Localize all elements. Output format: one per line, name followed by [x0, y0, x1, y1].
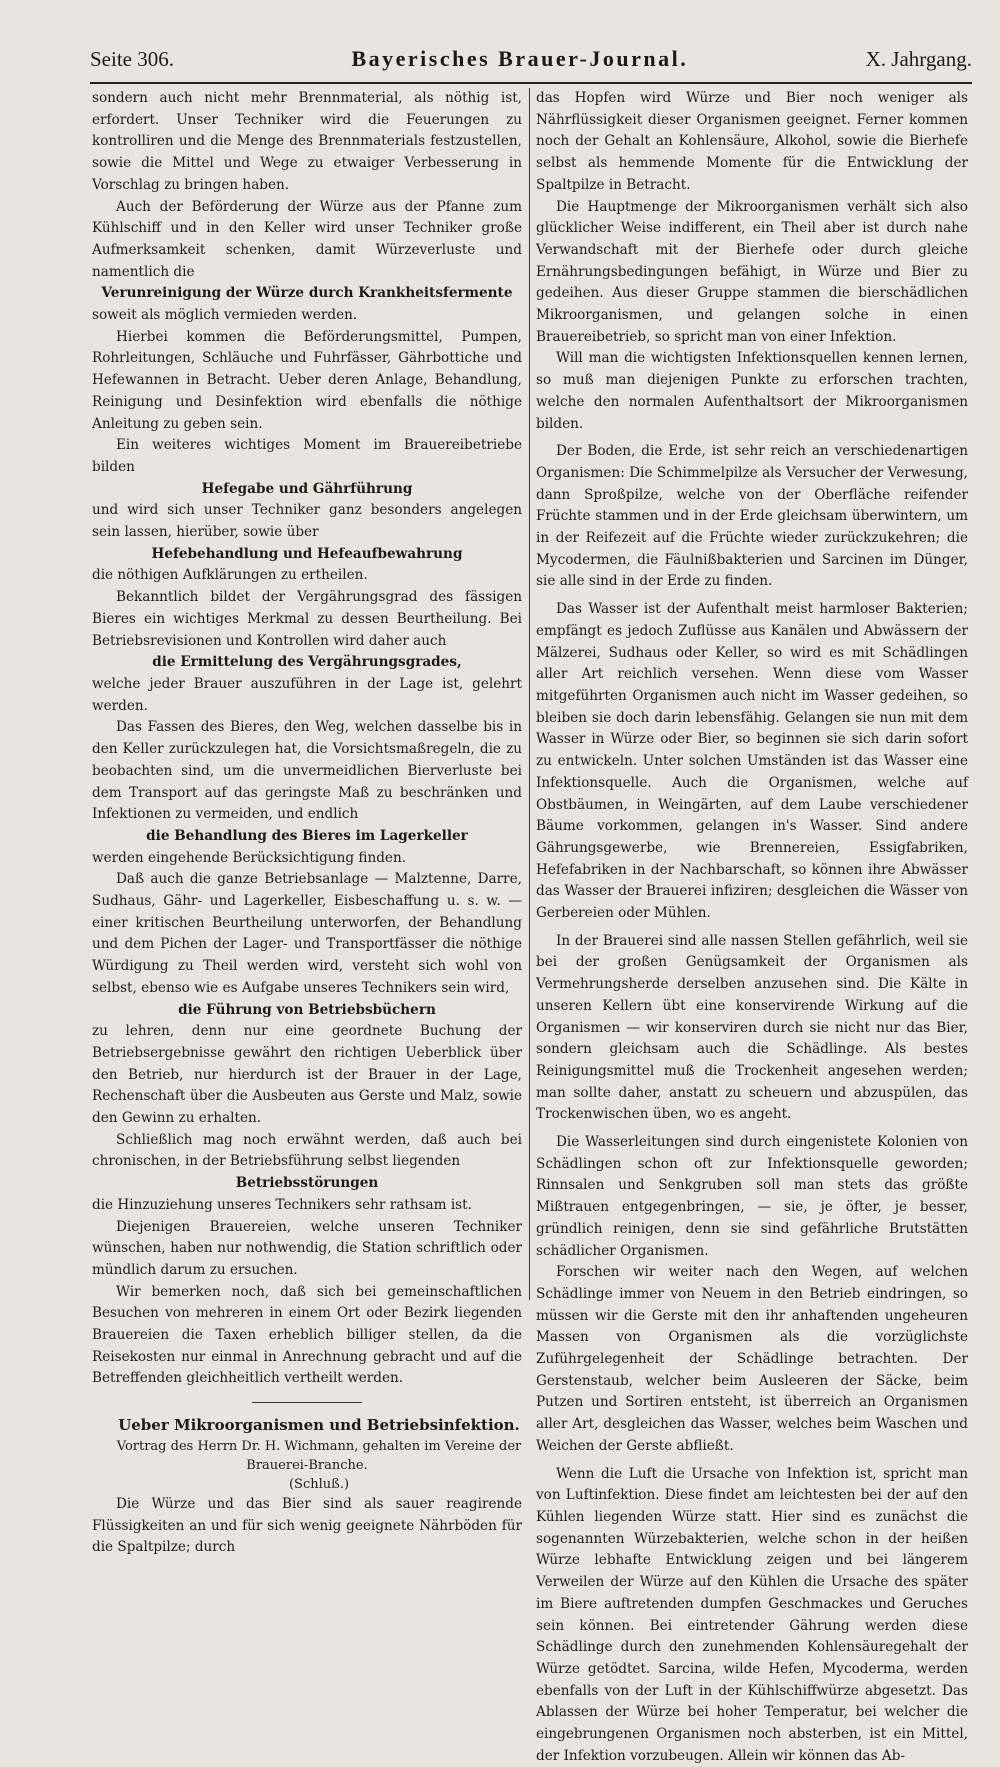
header-rule	[90, 82, 972, 84]
paragraph: welche jeder Brauer auszuführen in der Lage ist, gelehrt werden.	[92, 675, 522, 714]
paragraph: Forschen wir weiter nach den Wegen, auf welchen Schädlinge immer von Neuem in den Betrieb eindringen, so müssen wir die Gerste mit den ihr anhaftenden ungeheuren Massen von Organismen als die vorzüglichste Zuführgelegenheit der Schädlinge betrachten. Der Gerstenstaub, welcher beim Ausleeren der Säcke, beim Putzen und Sortiren entsteht, ist überreich an Organismen aller Art, desgleichen das Wasser, welches beim Waschen und Weichen der Gerste abfließt.	[536, 1264, 968, 1454]
paragraph: Das Wasser ist der Aufenthalt meist harmloser Bakterien; empfängt es jedoch Zuflüsse aus Kanälen und Abwässern der Mälzerei, Sudhaus oder Keller, so wird es mit Schädlingen aller Art reichlich versehen. Wenn diese vom Wasser mitgeführten Organismen auch nicht im Wasser gedeihen, so bleiben sie doch darin lebensfähig. Gelangen sie nun mit dem Wasser in Würze oder Bier, so beginnen sie sich darin sofort zu entwickeln. Unter solchen Umständen ist das Wasser eine Infektionsquelle. Auch die Organismen, welche auf Obstbäumen, in Weingärten, auf dem Laube verschiedener Bäume vorkommen, gelangen in's Wasser. Sind andere Gährungsgewerbe, wie Brennereien, Essigfabriken, Hefefabriken in der Nachbarschaft, so können ihre Abwässer das Wasser der Brauerei infiziren; desgleichen die Wässer von Gerbereien oder Mühlen.	[536, 601, 968, 922]
paragraph: soweit als möglich vermieden werden.	[92, 307, 358, 324]
paragraph: die nöthigen Aufklärungen zu ertheilen.	[92, 567, 368, 584]
right-column	[536, 88, 968, 1764]
left-column	[92, 88, 522, 1556]
paragraph: Will man die wichtigsten Infektionsquellen kennen lernen, so muß man diejenigen Punkte zu erforschen trachten, welche den normalen Aufenthaltsort der Mikroorganismen bilden.	[536, 350, 968, 432]
paragraph: Ein weiteres wichtiges Moment im Brauereibetriebe bilden	[92, 437, 522, 475]
paragraph: und wird sich unser Techniker ganz besonders angelegen sein lassen, hierüber, sowie über	[92, 502, 522, 541]
paragraph: Der Boden, die Erde, ist sehr reich an verschiedenartigen Organismen: Die Schimmelpilze als Versucher der Verwesung, dann Sproßpilze, welche von der Oberfläche reifender Früchte stammen und in der Erde gleichsam überwintern, um in der Reifezeit auf die Früchte wieder zurückzukehren; die Mycodermen, die Fäulnißbakterien und Sarcinen im Dünger, sie alle sind in der Erde zu finden.	[536, 443, 968, 590]
paragraph: zu lehren, denn nur eine geordnete Buchung der Betriebsergebnisse gewährt den richtigen Ueberblick über den Betrieb, nur hierdurch ist der Brauer in der Lage, Rechenschaft über die Ausbeuten aus Gerste und Malz, sowie den Gewinn zu erhalten.	[92, 1023, 522, 1127]
article-byline: Vortrag des Herrn Dr. H. Wichmann, gehalten im Vereine der Brauerei-Branche.	[116, 1438, 522, 1473]
subheading: Verunreinigung der Würze durch Krankheitsfermente	[101, 285, 513, 302]
paragraph: In der Brauerei sind alle nassen Stellen gefährlich, weil sie bei der großen Genügsamkeit der Organismen als Vermehrungsherde derselben anzusehen sind. Die Kälte in unseren Kellern übt eine konservirende Wirkung auf die Organismen — wir konserviren durch sie nicht nur das Bier, sondern gleichsam auch die Schädlinge. Als bestes Reinigungsmittel muß die Trockenheit angesehen werden; man sollte daher, anstatt zu scheuern und abzuspülen, das Trockenwischen üben, wo es angeht.	[536, 932, 968, 1123]
paragraph: Das Fassen des Bieres, den Weg, welchen dasselbe bis in den Keller zurückzulegen hat, die Vorsichtsmaßregeln, die zu beobachten sind, um die unvermeidlichen Bierverluste bei dem Transport auf das geringste Maß zu beschränken und Infektionen zu vermeiden, und endlich	[92, 719, 522, 823]
paragraph: Auch der Beförderung der Würze aus der Pfanne zum Kühlschiff und in den Keller wird unser Techniker große Aufmerksamkeit schenken, damit Würzeverluste und namentlich die	[92, 198, 522, 280]
paragraph: Daß auch die ganze Betriebsanlage — Malztenne, Darre, Sudhaus, Gähr- und Lagerkeller, Eisbeschaffung u. s. w. — einer kritischen Beurtheilung unterworfen, der Behandlung und dem Pichen der Lager- und Transportfässer die nöthige Würdigung zu Theil werden wird, versteht sich wohl von selbst, ebenso wie es Aufgabe unseres Technikers sein wird,	[92, 871, 522, 996]
paragraph: die Hinzuziehung unseres Technikers sehr rathsam ist.	[92, 1196, 472, 1213]
subheading: die Ermittelung des Vergährungsgrades,	[152, 654, 462, 671]
paragraph: Diejenigen Brauereien, welche unseren Techniker wünschen, haben nur nothwendig, die Station schriftlich oder mündlich darum zu ersuchen.	[92, 1218, 522, 1278]
paragraph: Hierbei kommen die Beförderungsmittel, Pumpen, Rohrleitungen, Schläuche und Fuhrfässer, Gährbottiche und Hefewannen in Betracht. Ueber deren Anlage, Behandlung, Reinigung und Desinfektion wird ebenfalls die nöthige Anleitung zu geben sein.	[92, 328, 522, 432]
subheading: Hefebehandlung und Hefeaufbewahrung	[151, 545, 463, 562]
volume-label: X. Jahrgang.	[865, 47, 972, 71]
paragraph: Die Hauptmenge der Mikroorganismen verhält sich also glücklicher Weise indifferent, ein Theil aber ist durch nahe Verwandschaft mit der Bierhefe oder durch gleiche Ernährungsbedingungen befähigt, in Würze und Bier zu gedeihen. Aus dieser Gruppe stammen die bierschädlichen Mikroorganismen, und gelangen solche in einen Brauereibetrieb, so spricht man von einer Infektion.	[536, 198, 968, 345]
paragraph: sondern auch nicht mehr Brennmaterial, als nöthig ist, erfordert. Unser Techniker wird die Feuerungen zu kontrolliren und die Menge des Brennmaterials festzustellen, sowie die Mittel und Wege zu etwaiger Verbesserung in Vorschlag zu bringen haben.	[92, 90, 522, 193]
subheading: Hefegabe und Gährführung	[201, 480, 413, 497]
subheading: die Behandlung des Bieres im Lagerkeller	[146, 827, 468, 844]
subheading: Betriebsstörungen	[235, 1175, 379, 1192]
paragraph: Wir bemerken noch, daß sich bei gemeinschaftlichen Besuchen von mehreren in einem Ort oder Bezirk liegenden Brauereien die Taxen erheblich billiger stellen, da die Reisekosten nur einmal in Anrechnung gebracht und auf die Betreffenden gleichheitlich vertheilt werden.	[92, 1283, 522, 1387]
paragraph: Bekanntlich bildet der Vergährungsgrad des fässigen Bieres ein wichtiges Merkmal zu dessen Beurtheilung. Bei Betriebsrevisionen und Kontrollen wird daher auch	[92, 589, 522, 649]
article-continuation-note: (Schluß.)	[288, 1476, 350, 1492]
page-header	[90, 46, 972, 76]
paragraph: Schließlich mag noch erwähnt werden, daß auch bei chronischen, in der Betriebsführung selbst liegenden	[92, 1131, 522, 1170]
journal-title: Bayerisches Brauer-Journal.	[351, 46, 689, 71]
paragraph: Wenn die Luft die Ursache von Infektion ist, spricht man von Luftinfektion. Diese findet am leichtesten bei der auf den Kühlen liegenden Würze statt. Hier sind es zunächst die sogenannten Würzebakterien, welche schon in der heißen Würze lebhafte Entwicklung zeigen und bei längerem Verweilen der Würze auf den Kühlen die Ursache des später im Biere auftretenden dumpfen Geschmackes und Geruches sein können. Bei eintretender Gährung werden diese Schädlinge durch den zunehmenden Kohlensäuregehalt der Würze getödtet. Sarcina, wilde Hefen, Mycoderma, werden ebenfalls von der Luft in der Kühlschiffwürze abgesetzt. Das Ablassen der Würze bei hoher Temperatur, bei welcher die eingebrungenen Organismen noch absterben, ist ein Mittel, der Infektion vorzubeugen. Allein wir können das Ab-	[536, 1465, 968, 1764]
column-divider	[529, 88, 530, 1300]
paragraph: werden eingehende Berücksichtigung finden.	[92, 849, 407, 866]
paragraph: Die Wasserleitungen sind durch eingenistete Kolonien von Schädlingen schon oft zur Infektionsquelle geworden; Rinnsalen und Senkgruben soll man stets das größte Mißtrauen entgegenbringen, — sie, je öfter, je besser, gründlich reinigen, denn sie sind gefährliche Brutstätten schädlicher Organismen.	[536, 1134, 968, 1259]
paragraph: das Hopfen wird Würze und Bier noch weniger als Nährflüssigkeit dieser Organismen geeignet. Ferner kommen noch der Gehalt an Kohlensäure, Alkohol, sowie die Bierhefe selbst als hemmende Momente für die Entwicklung der Spaltpilze in Betracht.	[536, 90, 968, 193]
page-number: Seite 306.	[90, 47, 174, 71]
section-divider	[252, 1402, 362, 1403]
subheading: die Führung von Betriebsbüchern	[178, 1001, 436, 1018]
paragraph: Die Würze und das Bier sind als sauer reagirende Flüssigkeiten an und für sich wenig geeignete Nährböden für die Spaltpilze; durch	[92, 1495, 522, 1556]
article-title: Ueber Mikroorganismen und Betriebsinfektion.	[118, 1416, 520, 1435]
